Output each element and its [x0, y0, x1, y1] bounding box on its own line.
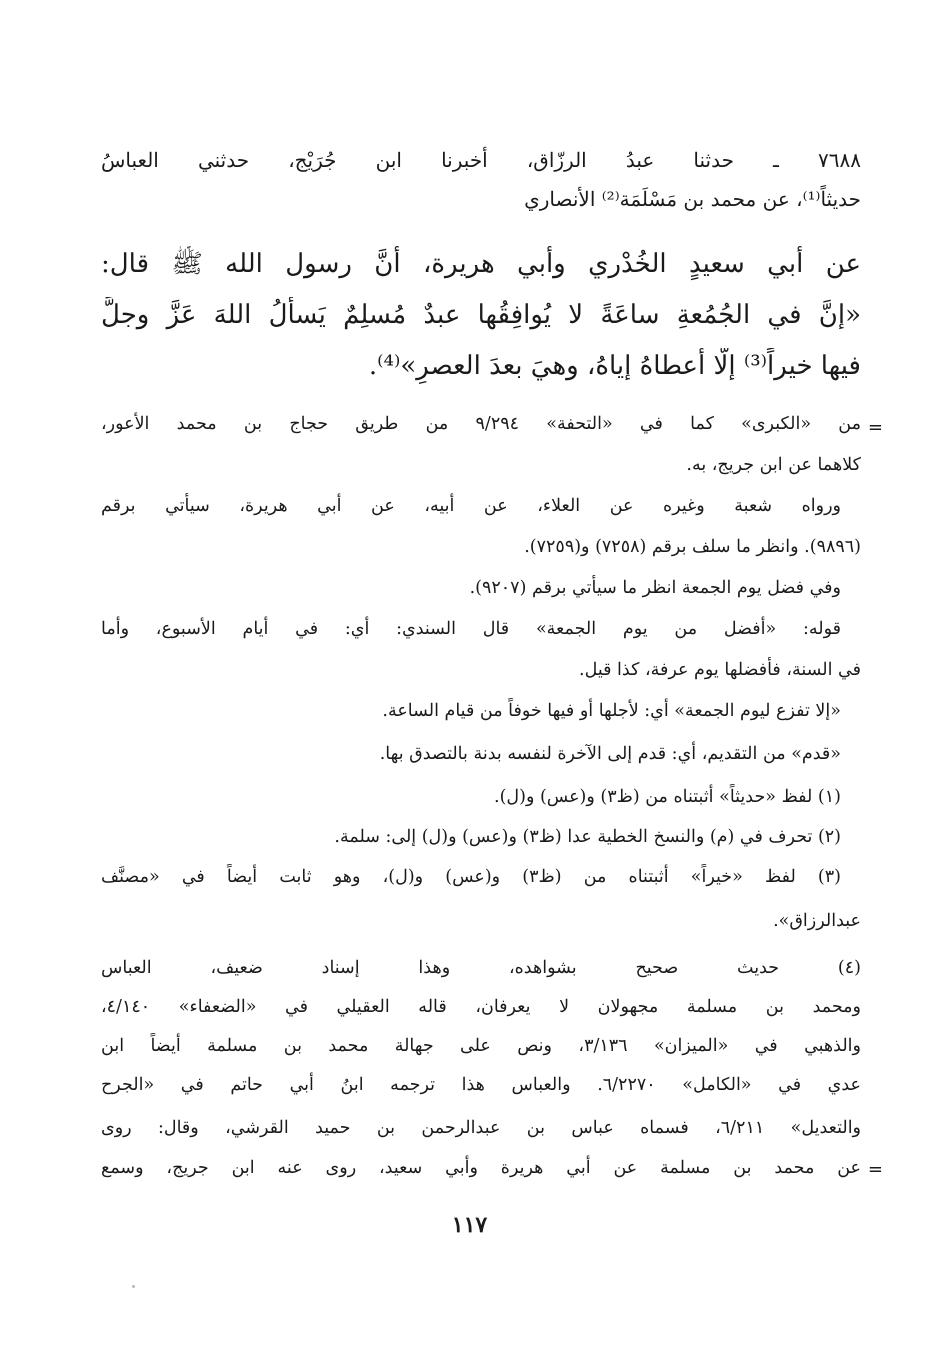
note-line: في السنة، فأفضلها يوم عرفة، كذا قيل.	[579, 660, 861, 680]
continuation-mark-bottom: =	[867, 1159, 883, 1180]
note-line: ورواه شعبة وغيره عن العلاء، عن أبيه، عن أبي هريرة، سيأتي برقم	[101, 496, 841, 516]
note-line: «قدم» من التقديم، أي: قدم إلى الآخرة لنفسه بدنة بالتصدق بها.	[379, 744, 841, 764]
footnote-4-line: والتعديل» ٦/٢١١، فسماه عباس بن عبدالرحمن بن حميد القرشي، وقال: روى	[101, 1118, 861, 1138]
matn-line-3: فيها خيراً⁽³⁾ إلَّا أَعطاهُ إياهُ، وهيَ بعدَ العصرِ»⁽⁴⁾.	[368, 351, 861, 381]
matn-line-2: «إنَّ في الجُمُعةِ ساعَةً لا يُوافِقُها عبدٌ مُسلِمٌ يَسأَلُ اللهَ عَزَّ وجلَّ	[101, 300, 861, 330]
footnote-3: (٣) لفظ «خيراً» أثبتناه من (ظ٣) و(عس) و(ل)، وهو ثابت أيضاً في «مصنَّف	[101, 867, 841, 887]
footnote-4: (٤) حديث صحيح بشواهده، وهذا إسناد ضعيف، العباس	[101, 958, 861, 978]
matn-line-1: عن أبي سعيدٍ الخُدْري وأبي هريرة، أَنَّ رسول الله ﷺ قال:	[101, 249, 861, 279]
note-line: قوله: «أفضل من يوم الجمعة» قال السندي: أي: في أيام الأسبوع، وأما	[101, 619, 841, 639]
note-line: وفي فضل يوم الجمعة انظر ما سيأتي برقم (٩٢٠٧).	[469, 578, 841, 598]
footnote-4-line: والذهبي في «الميزان» ٣/١٣٦، ونص على جهالة محمد بن مسلمة أيضاً ابن	[101, 1036, 861, 1056]
footnote-4-line: ومحمد بن مسلمة مجهولان لا يعرفان، قاله العقيلي في «الضعفاء» ٤/١٤٠،	[101, 997, 861, 1017]
footnote-3-cont: عبدالرزاق».	[773, 911, 861, 931]
continuation-mark-top: =	[867, 417, 883, 438]
isnad-line-2: حديثاً⁽¹⁾، عن محمد بن مَسْلَمَة⁽²⁾ الأنصاري	[524, 187, 861, 211]
note-line: من «الكبرى» كما في «التحفة» ٩/٢٩٤ من طريق حجاج بن محمد الأعور،	[101, 414, 861, 434]
isnad-line-1: ٧٦٨٨ ـ حدثنا عبدُ الرزّاق، أخبرنا ابن جُرَيْج، حدثني العباسُ	[101, 148, 861, 172]
footnote-1: (١) لفظ «حديثاً» أثبتناه من (ظ٣) و(عس) و(ل).	[494, 787, 841, 807]
footnote-2: (٢) تحرف في (م) والنسخ الخطية عدا (ظ٣) و(عس) و(ل) إلى: سلمة.	[334, 827, 841, 847]
footnote-4-line: عن محمد بن مسلمة عن أبي هريرة وأبي سعيد، روى عنه ابن جريج، وسمع	[101, 1158, 861, 1178]
page-number: ١١٧	[451, 1212, 488, 1238]
note-line: «إلا تفزع ليوم الجمعة» أي: لأجلها أو فيها خوفاً من قيام الساعة.	[382, 701, 841, 721]
note-line: (٩٨٩٦). وانظر ما سلف برقم (٧٢٥٨) و(٧٢٥٩).	[524, 537, 861, 557]
footnote-4-line: عدي في «الكامل» ٦/٢٢٧٠. والعباس هذا ترجمه ابنُ أبي حاتم في «الجرح	[101, 1075, 861, 1095]
note-line: كلاهما عن ابن جريج، به.	[686, 455, 861, 475]
scan-speck	[132, 1285, 135, 1288]
